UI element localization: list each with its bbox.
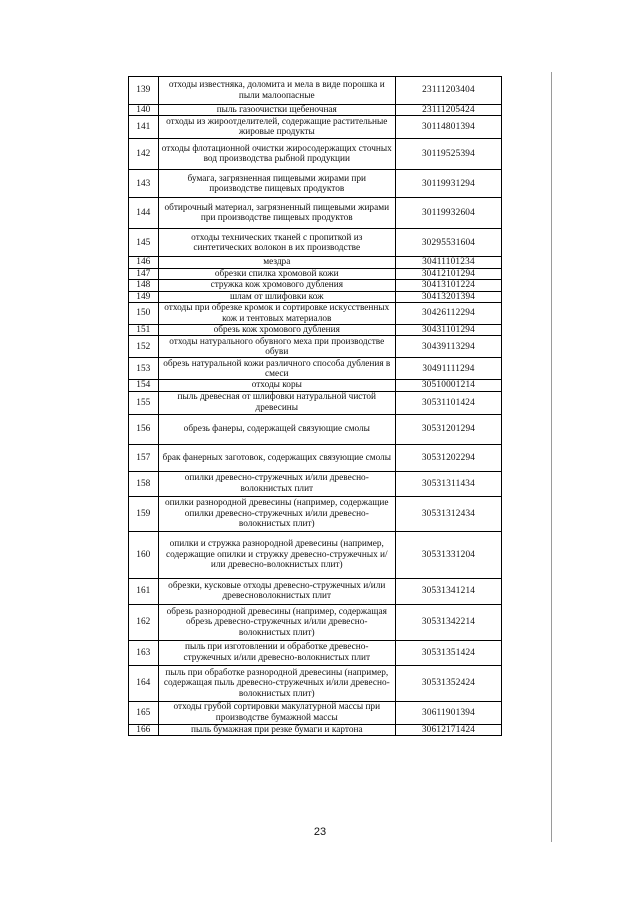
row-number: 147: [129, 268, 159, 279]
table-row: [129, 414, 502, 444]
table-body: [129, 77, 502, 736]
row-number: 148: [129, 280, 159, 291]
row-number: 157: [129, 444, 159, 471]
fkko-code: 30295531604: [396, 229, 502, 257]
waste-name: отходы из жироотделителей, содержащие растительные жировые продукты: [158, 116, 395, 139]
row-number: 145: [129, 229, 159, 257]
fkko-code: 30611901394: [396, 701, 502, 724]
fkko-code: 30531312434: [396, 496, 502, 531]
row-number: 143: [129, 170, 159, 198]
table-row: [129, 280, 502, 291]
table-row: [129, 640, 502, 665]
waste-name: опилки и стружка разнородной древесины (например, содержащие опилки и стружку древесно-стружечных и/или древесно-волокнистых плит): [158, 531, 395, 578]
waste-name: обрезь фанеры, содержащей связующие смолы: [158, 414, 395, 444]
row-number: 150: [129, 303, 159, 325]
row-number: 144: [129, 198, 159, 229]
waste-name: опилки разнородной древесины (например, содержащие опилки древесно-стружечных и/или древесно-волокнистых плит): [158, 496, 395, 531]
table-row: [129, 665, 502, 701]
fkko-code: 30119932604: [396, 198, 502, 229]
table-row: [129, 471, 502, 496]
table-row: [129, 531, 502, 578]
waste-name: мездра: [158, 257, 395, 268]
fkko-code: 30413101224: [396, 280, 502, 291]
fkko-code: 23111205424: [396, 105, 502, 116]
fkko-code: 30412101294: [396, 268, 502, 279]
fkko-code: 30411101234: [396, 257, 502, 268]
row-number: 165: [129, 701, 159, 724]
waste-name: пыль при изготовлении и обработке древесно-стружечных и/или древесно-волокнистых плит: [158, 640, 395, 665]
fkko-code: 30531352424: [396, 665, 502, 701]
fkko-code: 30531341214: [396, 578, 502, 604]
waste-name: шлам от шлифовки кож: [158, 291, 395, 302]
waste-name: обрезь натуральной кожи различного способа дубления в смеси: [158, 358, 395, 380]
fkko-code: 30531351424: [396, 640, 502, 665]
waste-name: опилки древесно-стружечных и/или древесно-волокнистых плит: [158, 471, 395, 496]
fkko-code: 30510001214: [396, 380, 502, 391]
row-number: 160: [129, 531, 159, 578]
fkko-code: 30114801394: [396, 116, 502, 139]
waste-name: пыль древесная от шлифовки натуральной чистой древесины: [158, 391, 395, 414]
row-number: 163: [129, 640, 159, 665]
table-row: [129, 105, 502, 116]
fkko-code: 30531201294: [396, 414, 502, 444]
row-number: 152: [129, 336, 159, 358]
table-row: [129, 358, 502, 380]
fkko-code: 30119525394: [396, 139, 502, 170]
row-number: 151: [129, 325, 159, 336]
waste-name: пыль газоочистки щебеночная: [158, 105, 395, 116]
table-row: [129, 116, 502, 139]
table-row: [129, 257, 502, 268]
row-number: 153: [129, 358, 159, 380]
table-row: [129, 291, 502, 302]
row-number: 164: [129, 665, 159, 701]
fkko-code: 30431101294: [396, 325, 502, 336]
fkko-code: 30531342214: [396, 604, 502, 640]
fkko-code: 30531331204: [396, 531, 502, 578]
page-margin-line: [551, 72, 552, 842]
fkko-code: 30119931294: [396, 170, 502, 198]
table-row: [129, 229, 502, 257]
row-number: 139: [129, 77, 159, 105]
page-number: 23: [313, 826, 327, 838]
table-row: [129, 198, 502, 229]
row-number: 142: [129, 139, 159, 170]
waste-name: обрезки спилка хромовой кожи: [158, 268, 395, 279]
table-row: [129, 701, 502, 724]
table-row: [129, 380, 502, 391]
row-number: 159: [129, 496, 159, 531]
waste-name: бумага, загрязненная пищевыми жирами при производстве пищевых продуктов: [158, 170, 395, 198]
waste-name: брак фанерных заготовок, содержащих связующие смолы: [158, 444, 395, 471]
row-number: 156: [129, 414, 159, 444]
fkko-code: 30612171424: [396, 724, 502, 735]
row-number: 140: [129, 105, 159, 116]
waste-name: отходы грубой сортировки макулатурной массы при производстве бумажной массы: [158, 701, 395, 724]
row-number: 155: [129, 391, 159, 414]
fkko-code: 30413201394: [396, 291, 502, 302]
waste-name: пыль при обработке разнородной древесины (например, содержащая пыль древесно-стружечных и/или древесно-волокнистых плит): [158, 665, 395, 701]
table-row: [129, 391, 502, 414]
waste-name: отходы коры: [158, 380, 395, 391]
waste-name: обрезь кож хромового дубления: [158, 325, 395, 336]
fkko-code: 30439113294: [396, 336, 502, 358]
waste-classification-table: [128, 76, 502, 736]
waste-name: отходы технических тканей с пропиткой из синтетических волокон в их производстве: [158, 229, 395, 257]
fkko-code: 30426112294: [396, 303, 502, 325]
fkko-code: 30531202294: [396, 444, 502, 471]
waste-name: отходы известняка, доломита и мела в виде порошка и пыли малоопасные: [158, 77, 395, 105]
row-number: 149: [129, 291, 159, 302]
table-row: [129, 496, 502, 531]
waste-name: отходы натурального обувного меха при производстве обуви: [158, 336, 395, 358]
row-number: 141: [129, 116, 159, 139]
table-row: [129, 604, 502, 640]
table-row: [129, 336, 502, 358]
waste-name: отходы при обрезке кромок и сортировке искусственных кож и тентовых материалов: [158, 303, 395, 325]
row-number: 161: [129, 578, 159, 604]
row-number: 162: [129, 604, 159, 640]
table-row: [129, 724, 502, 735]
table-row: [129, 325, 502, 336]
table-row: [129, 170, 502, 198]
waste-name: отходы флотационной очистки жиросодержащих сточных вод производства рыбной продукции: [158, 139, 395, 170]
waste-name: пыль бумажная при резке бумаги и картона: [158, 724, 395, 735]
waste-name: стружка кож хромового дубления: [158, 280, 395, 291]
fkko-code: 30531101424: [396, 391, 502, 414]
row-number: 146: [129, 257, 159, 268]
fkko-code: 23111203404: [396, 77, 502, 105]
table-row: [129, 77, 502, 105]
row-number: 154: [129, 380, 159, 391]
table-row: [129, 578, 502, 604]
table-row: [129, 268, 502, 279]
waste-name: обтирочный материал, загрязненный пищевыми жирами при производстве пищевых продуктов: [158, 198, 395, 229]
row-number: 158: [129, 471, 159, 496]
waste-name: обрезки, кусковые отходы древесно-стружечных и/или древесноволокнистых плит: [158, 578, 395, 604]
table-row: [129, 444, 502, 471]
table-row: [129, 139, 502, 170]
row-number: 166: [129, 724, 159, 735]
waste-name: обрезь разнородной древесины (например, содержащая обрезь древесно-стружечных и/или древесно-волокнистых плит): [158, 604, 395, 640]
fkko-code: 30531311434: [396, 471, 502, 496]
table-row: [129, 303, 502, 325]
fkko-code: 30491111294: [396, 358, 502, 380]
